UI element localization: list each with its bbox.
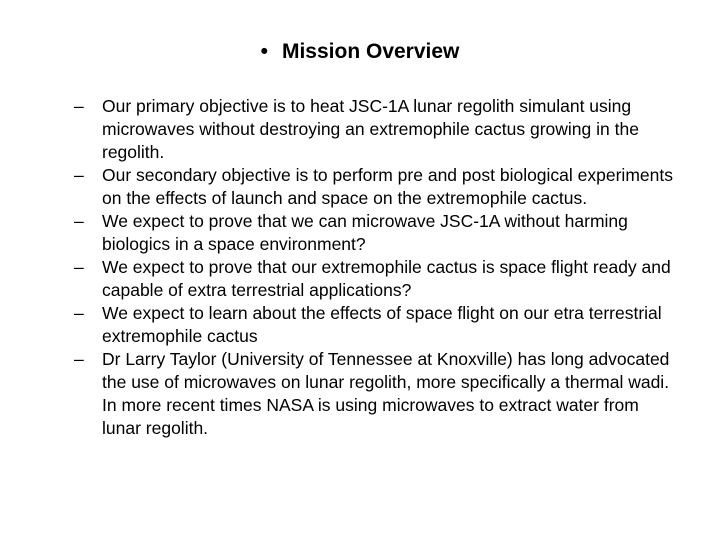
- dash-marker: –: [74, 257, 84, 277]
- objectives-list: [74, 95, 674, 440]
- dash-marker: –: [74, 303, 84, 323]
- list-item: [74, 256, 674, 302]
- title-bullet: •: [260, 40, 268, 63]
- title-text: Mission Overview: [281, 40, 460, 63]
- list-item-text: We expect to prove that our extremophile cactus is space flight ready and capable of extra terrestrial applications?: [102, 257, 671, 300]
- dash-marker: –: [74, 165, 84, 185]
- list-item: [74, 210, 674, 256]
- dash-marker: –: [74, 211, 84, 231]
- list-item-text: Dr Larry Taylor (University of Tennessee at Knoxville) has long advocated the use of microwaves on lunar regolith, more specifically a thermal wadi. In more recent times NASA is using microwaves to extract water from lunar regolith.: [102, 349, 670, 438]
- dash-marker: –: [74, 96, 84, 116]
- list-item-text: We expect to prove that we can microwave JSC-1A without harming biologics in a space environment?: [102, 211, 628, 254]
- list-item-text: Our primary objective is to heat JSC-1A lunar regolith simulant using microwaves without destroying an extremophile cactus growing in the regolith.: [102, 96, 639, 162]
- list-item: [74, 164, 674, 210]
- slide-title: [0, 38, 720, 66]
- list-item-text: Our secondary objective is to perform pre and post biological experiments on the effects of launch and space on the extremophile cactus.: [102, 165, 673, 208]
- list-item-text: We expect to learn about the effects of space flight on our etra terrestrial extremophile cactus: [102, 303, 662, 346]
- list-item: [74, 348, 674, 440]
- dash-marker: –: [74, 349, 84, 369]
- list-item: [74, 302, 674, 348]
- list-item: [74, 95, 674, 164]
